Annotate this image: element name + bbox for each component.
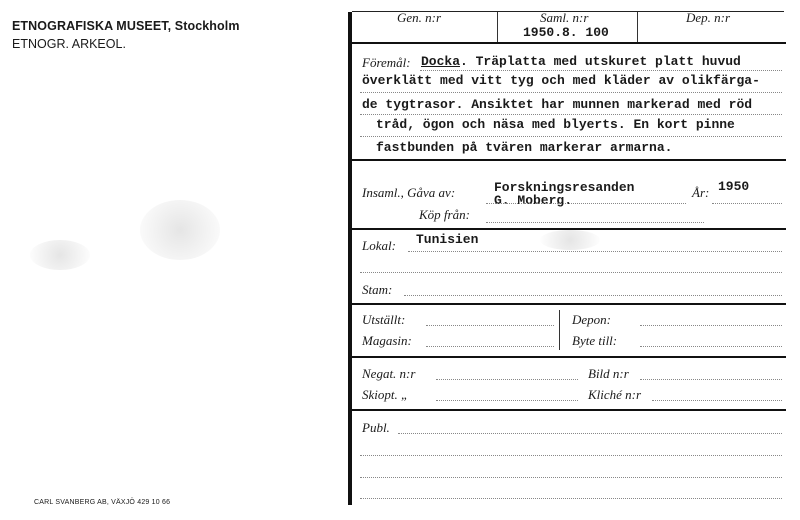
printer-imprint: CARL SVANBERG AB, VÄXJÖ 429 10 66 (34, 499, 171, 506)
entry-line (486, 222, 704, 223)
stam-label: Stam: (362, 282, 393, 297)
insaml-label: Insaml., Gåva av: (362, 185, 456, 200)
publ-label: Publ. (362, 420, 390, 435)
department-name: ETNOGR. ARKEOL. (12, 37, 126, 51)
entry-line (360, 272, 782, 273)
entry-line (652, 400, 782, 401)
foremal-label: Föremål: (362, 55, 411, 70)
section-rule (352, 42, 786, 44)
column-divider (637, 12, 638, 42)
museum-name: ETNOGRAFISKA MUSEET, Stockholm (12, 19, 240, 33)
object-name: Docka (421, 54, 461, 69)
entry-line (420, 70, 782, 71)
entry-line (408, 251, 782, 252)
entry-line (436, 379, 578, 380)
section-rule (352, 228, 786, 230)
entry-line (398, 433, 782, 434)
kliche-nr-label: Kliché n:r (588, 387, 642, 402)
entry-line (360, 92, 782, 93)
ar-label: År: (692, 185, 710, 200)
foremal-line-1 (421, 54, 741, 69)
section-rule (352, 303, 786, 305)
gen-nr-label: Gen. n:r (397, 10, 442, 25)
section-rule (352, 356, 786, 358)
entry-line (640, 346, 782, 347)
kop-fran-label: Köp från: (419, 207, 470, 222)
entry-line (426, 346, 554, 347)
card-left-border (348, 12, 352, 505)
entry-line (360, 114, 782, 115)
column-divider (559, 310, 560, 350)
utstallt-label: Utställt: (362, 312, 406, 327)
column-divider (497, 12, 498, 42)
saml-nr-label: Saml. n:r (540, 10, 589, 25)
foremal-line-5: fastbunden på tvären markerar armarna. (376, 140, 673, 155)
lokal-label: Lokal: (362, 238, 396, 253)
lokal-value: Tunisien (416, 232, 479, 247)
entry-line (486, 203, 686, 204)
byte-till-label: Byte till: (572, 333, 618, 348)
entry-line (436, 400, 578, 401)
entry-line (360, 477, 782, 478)
paper-stain (30, 240, 90, 270)
paper-stain (540, 230, 600, 250)
section-rule (352, 159, 786, 161)
paper-stain (140, 200, 220, 260)
entry-line (360, 136, 782, 137)
entry-line (360, 498, 782, 499)
entry-line (426, 325, 554, 326)
depon-label: Depon: (572, 312, 611, 327)
dep-nr-label: Dep. n:r (686, 10, 731, 25)
gava-value-line-2: G. Moberg. (494, 193, 573, 208)
gava-value-line-1: Forskningsresanden (494, 180, 635, 195)
entry-line (360, 455, 782, 456)
ar-value: 1950 (718, 179, 750, 194)
section-rule (352, 409, 786, 411)
magasin-label: Magasin: (362, 333, 412, 348)
saml-nr-value: 1950.8. 100 (523, 25, 609, 40)
bild-nr-label: Bild n:r (588, 366, 629, 381)
entry-line (712, 203, 782, 204)
skiopt-label: Skiopt. „ (362, 387, 409, 402)
foremal-line-3: de tygtrasor. Ansiktet har munnen markerad med röd (362, 97, 753, 112)
entry-line (640, 325, 782, 326)
foremal-line-4: tråd, ögon och näsa med blyerts. En kort pinne (376, 117, 735, 132)
entry-line (404, 295, 782, 296)
negat-nr-label: Negat. n:r (362, 366, 416, 381)
foremal-line-1-text: . Träplatta med utskuret platt huvud (460, 54, 741, 69)
foremal-line-2: överklätt med vitt tyg och med kläder av olikfärga- (362, 73, 760, 88)
entry-line (640, 379, 782, 380)
